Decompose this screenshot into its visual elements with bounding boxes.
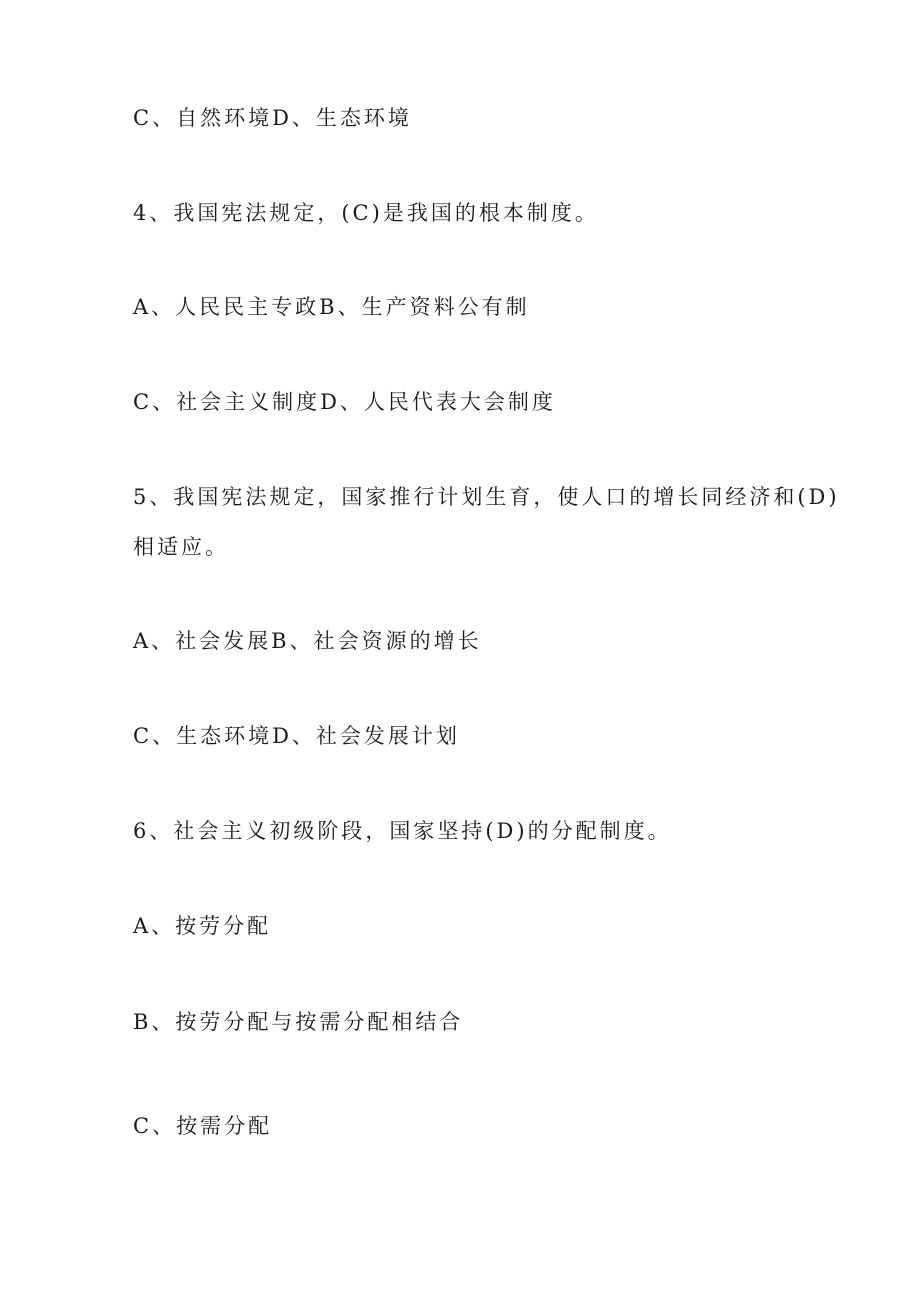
option-6a: A、按劳分配 — [133, 914, 272, 938]
question-5-line-2: 相适应。 — [133, 535, 229, 559]
option-6b: B、按劳分配与按需分配相结合 — [133, 1010, 464, 1034]
option-line-5cd: C、生态环境D、社会发展计划 — [133, 724, 460, 748]
question-4: 4、我国宪法规定，(C)是我国的根本制度。 — [133, 201, 599, 225]
option-6c: C、按需分配 — [133, 1114, 273, 1138]
question-5-line-1: 5、我国宪法规定，国家推行计划生育，使人口的增长同经济和(D) — [133, 485, 840, 509]
option-line-4cd: C、社会主义制度D、人民代表大会制度 — [133, 390, 556, 414]
option-line-5ab: A、社会发展B、社会资源的增长 — [133, 629, 482, 653]
question-6: 6、社会主义初级阶段，国家坚持(D)的分配制度。 — [133, 819, 672, 843]
option-line-3cd: C、自然环境D、生态环境 — [133, 106, 412, 130]
option-line-4ab: A、人民民主专政B、生产资料公有制 — [133, 295, 530, 319]
